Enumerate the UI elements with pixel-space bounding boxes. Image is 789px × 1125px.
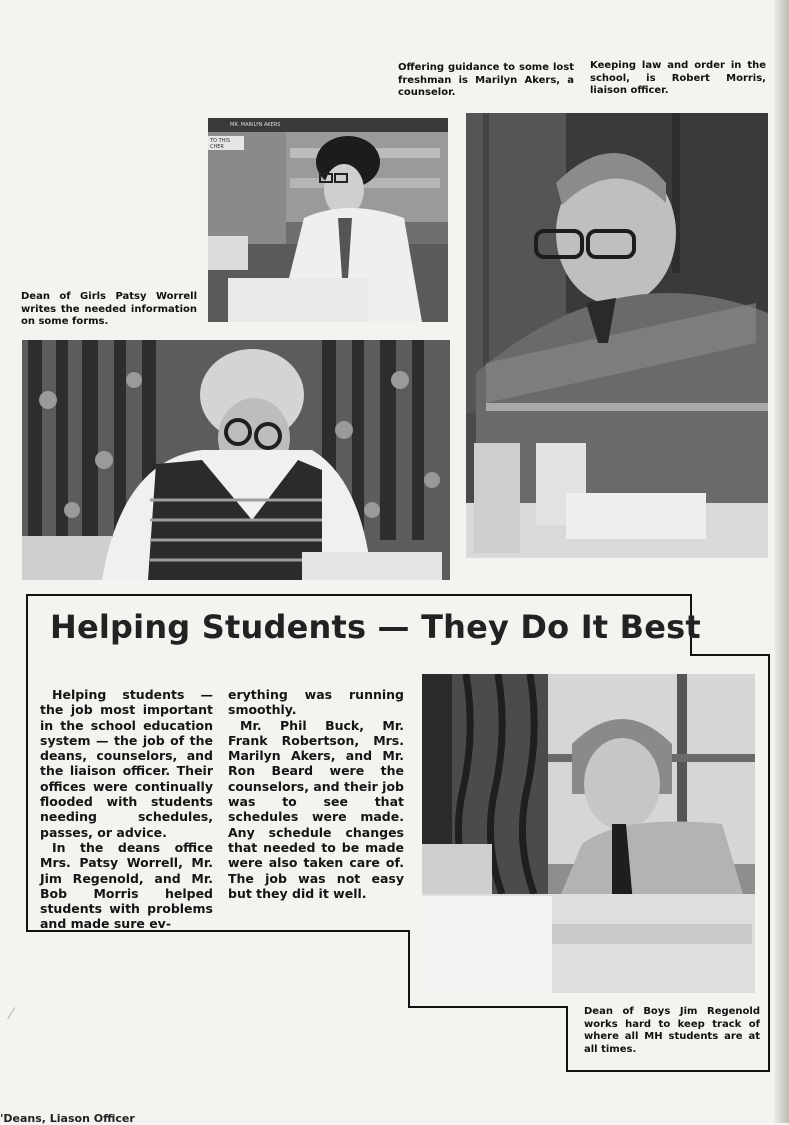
box-border-top: [26, 594, 692, 596]
article-column-1: [40, 687, 213, 932]
caption-liaison-officer: Keeping law and order in the school, is Robert Morris, liaison officer.: [590, 60, 766, 96]
caption-dean-of-girls: Dean of Girls Patsy Worrell writes the needed information on some forms.: [21, 291, 197, 327]
photo-liaison-officer: [466, 113, 768, 558]
photo-dean-of-boys: [422, 674, 755, 993]
photo-counselor: [208, 118, 448, 322]
box-border-caption-left: [566, 1006, 568, 1072]
paragraph: Mr. Phil Buck, Mr. Frank Robertson, Mrs. Marilyn Akers, and Mr. Ron Beard were the counselors, and their job was to see that schedules were made. Any schedule changes that needed to be made were also taken care of. The job was not easy but they did it well.: [228, 717, 404, 901]
page-binding-edge: [775, 0, 789, 1123]
box-border-bottom: [566, 1070, 770, 1072]
ink-smudge: ⁄: [10, 1004, 13, 1023]
box-border-notch-top: [690, 654, 770, 656]
paragraph: Helping students — the job most important in the school education system — the job of the deans, counselors, and the liaison officer. Their offices were continually flooded with students needing schedules, passes, or advice.: [40, 687, 213, 840]
paragraph: In the deans office Mrs. Patsy Worrell, Mr. Jim Regenold, and Mr. Bob Morris helped students with problems and made sure ev-: [40, 839, 213, 932]
article-column-2: [228, 687, 404, 901]
headline: Helping Students — They Do It Best: [50, 608, 701, 646]
photo-dean-of-girls: [22, 340, 450, 580]
caption-counselor: Offering guidance to some lost freshman is Marilyn Akers, a counselor.: [398, 62, 574, 98]
box-border-right: [768, 654, 770, 1072]
caption-dean-of-boys: Dean of Boys Jim Regenold works hard to keep track of where all MH students are at all times.: [584, 1006, 760, 1055]
box-border-left: [26, 594, 28, 932]
page-footer: 'Deans, Liason Officer: [0, 1112, 135, 1125]
box-border-step: [408, 930, 410, 1008]
photo-name-plate: MR. MARILYN AKERS: [230, 122, 281, 128]
paragraph: erything was running smoothly.: [228, 687, 404, 718]
box-border-bottom-step: [408, 1006, 568, 1008]
photo-sign: TO THIS CHER: [210, 138, 231, 150]
